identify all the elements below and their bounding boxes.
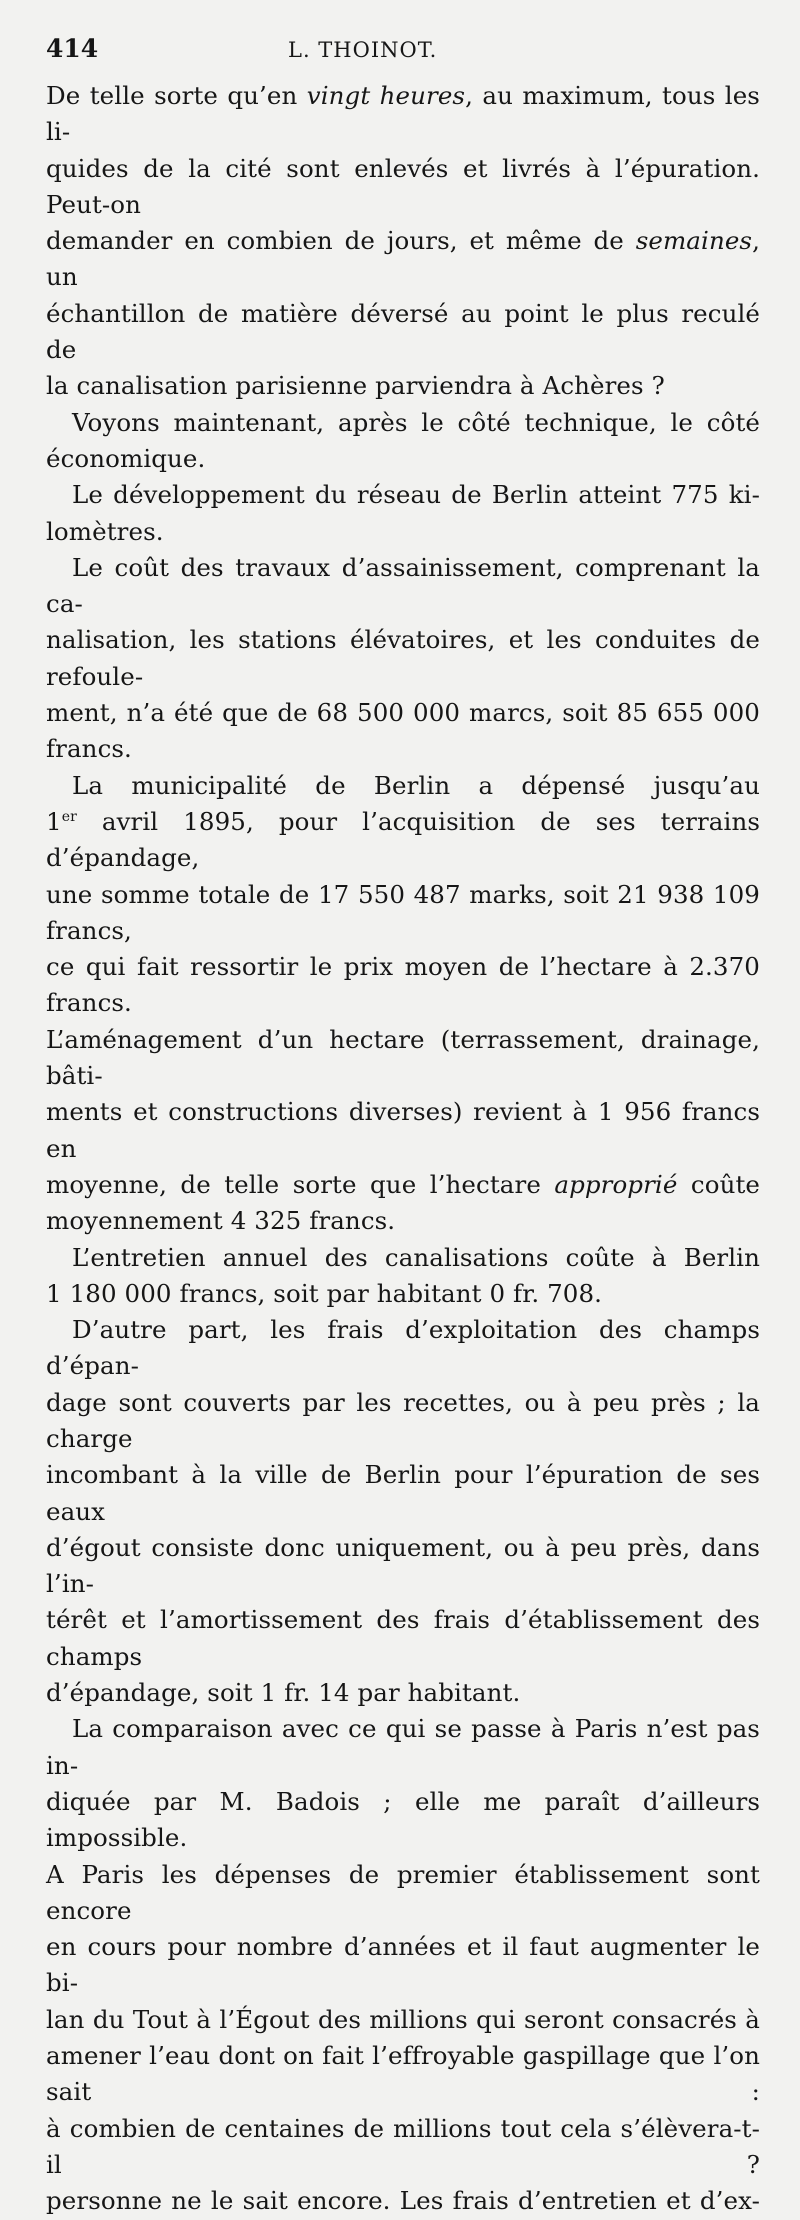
text-line: L’aménagement d’un hectare (terrassement, drainage, bâti-	[46, 1024, 760, 1091]
text-line: d’égout consiste donc uniquement, ou à peu près, dans l’in-	[46, 1532, 760, 1599]
text-line: 1 180 000 francs, soit par habitant 0 fr. 708.	[46, 1278, 603, 1308]
text-line: en cours pour nombre d’années et il faut augmenter le bi-	[46, 1932, 760, 1998]
running-head	[46, 34, 760, 78]
text-line: moyenne, de telle sorte que l’hectare approprié coûte	[46, 1169, 760, 1199]
text-line: L’entretien annuel des canalisations coûte à Berlin	[72, 1242, 760, 1272]
text-line: demander en combien de jours, et même de semaines, un	[46, 226, 760, 292]
body-text	[46, 78, 760, 2220]
text-line: amener l’eau dont on fait l’effroyable gaspillage que l’on sait :	[46, 2041, 760, 2107]
text-line: Le coût des travaux d’assainissement, comprenant la ca-	[46, 552, 760, 619]
text-line: térêt et l’amortissement des frais d’établissement des champs	[46, 1605, 760, 1671]
text-line: la canalisation parisienne parviendra à Achères ?	[46, 371, 665, 401]
text-line: incombant à la ville de Berlin pour l’épuration de ses eaux	[46, 1460, 760, 1526]
text-line: quides de la cité sont enlevés et livrés à l’épuration. Peut-on	[46, 153, 760, 219]
text-line: De telle sorte qu’en vingt heures, au maximum, tous les li-	[46, 81, 760, 147]
text-line: une somme totale de 17 550 487 marks, soit 21 938 109 francs,	[46, 879, 760, 945]
text-line: lan du Tout à l’Égout des millions qui seront consacrés à	[46, 2004, 760, 2034]
text-line: lomètres.	[46, 516, 164, 546]
text-line: ment, n’a été que de 68 500 000 marcs, soit 85 655 000 francs.	[46, 698, 760, 764]
text-line: économique.	[46, 443, 206, 473]
text-line: A Paris les dépenses de premier établissement sont encore	[46, 1859, 760, 1925]
text-line: La comparaison avec ce qui se passe à Paris n’est pas in-	[46, 1714, 760, 1780]
text-line: D’autre part, les frais d’exploitation des champs d’épan-	[46, 1315, 760, 1381]
text-line: La municipalité de Berlin a dépensé jusqu’au	[72, 770, 760, 800]
text-line: Voyons maintenant, après le côté technique, le côté	[72, 407, 760, 437]
text-line: à combien de centaines de millions tout cela s’élèvera-t-il ?	[46, 2113, 760, 2179]
text-line: nalisation, les stations élévatoires, et les conduites de refoule-	[46, 625, 760, 691]
page-number: 414	[46, 34, 99, 63]
text-line: Le développement du réseau de Berlin atteint 775 ki-	[72, 480, 760, 510]
text-line: personne ne le sait encore. Les frais d’entretien et d’ex-	[46, 2186, 760, 2216]
text-line: moyennement 4 325 francs.	[46, 1206, 396, 1236]
text-line: ce qui fait ressortir le prix moyen de l’hectare à 2.370 francs.	[46, 952, 760, 1018]
text-line: diquée par M. Badois ; elle me paraît d’ailleurs impossible.	[46, 1786, 760, 1853]
text-line: 1er avril 1895, pour l’acquisition de ses terrains d’épandage,	[46, 806, 760, 873]
text-line: ments et constructions diverses) revient à 1 956 francs en	[46, 1097, 760, 1163]
running-head-author: L. THOINOT.	[288, 38, 438, 62]
text-line: dage sont couverts par les recettes, ou à peu près ; la charge	[46, 1387, 760, 1453]
text-line: d’épandage, soit 1 fr. 14 par habitant.	[46, 1678, 521, 1708]
text-line: échantillon de matière déversé au point le plus reculé de	[46, 298, 760, 365]
